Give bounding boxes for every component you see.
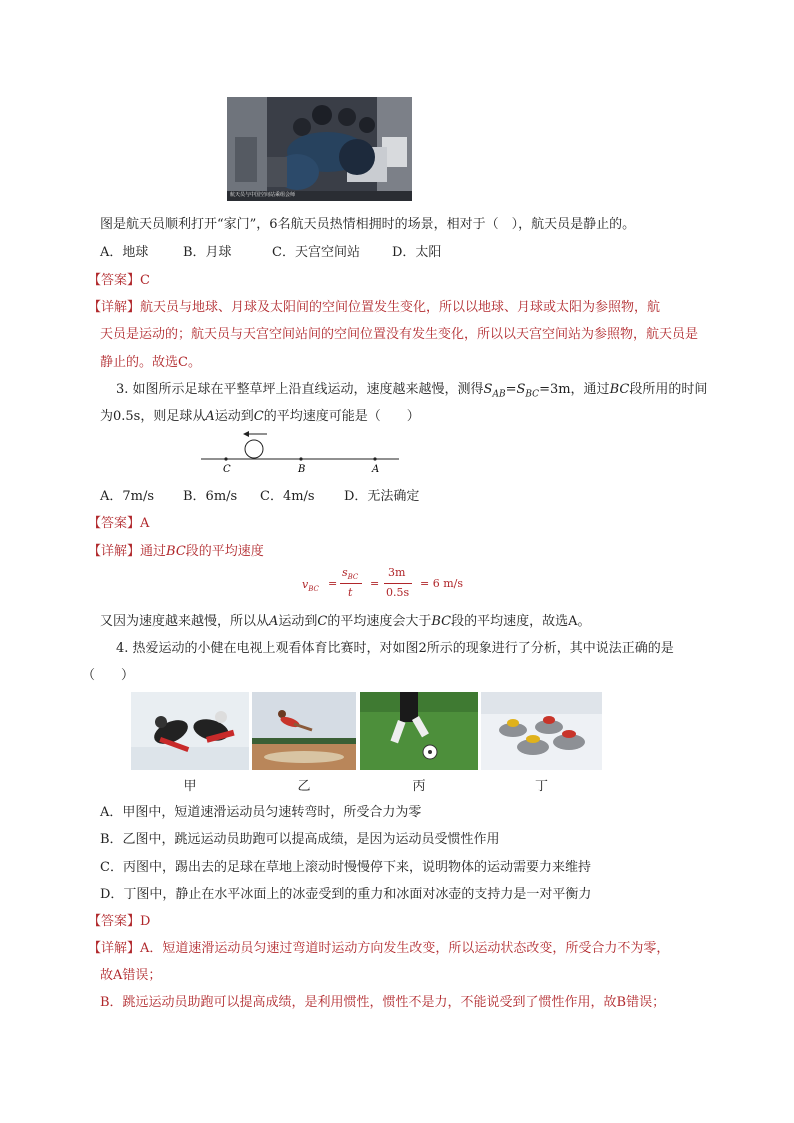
football-photo [360, 692, 478, 770]
formula-s: s [342, 566, 348, 579]
s-ab-symbol: S [483, 382, 493, 397]
q4-detail-line-2: 故A错误； [100, 968, 162, 983]
q2-detail-line-3: 静止的。故选C。 [100, 355, 201, 370]
detail-label: 【详解】 [88, 300, 141, 315]
q4-option-a: A．甲图中，短道速滑运动员匀速转弯时，所受合力为零 [100, 805, 422, 820]
detail-text: A．短道速滑运动员匀速过弯道时运动方向发生改变，所以运动状态改变，所受合力不为零， [140, 941, 670, 956]
speed-skating-photo [131, 692, 249, 770]
q4-option-d: D．丁图中，静止在水平冰面上的冰壶受到的重力和冰面对冰壶的支持力是一对平衡力 [100, 887, 592, 902]
point-b [299, 457, 302, 460]
label-b: B [298, 464, 306, 475]
answer-label: 【答案】 [88, 914, 141, 929]
answer-label: 【答案】 [88, 516, 141, 531]
formula-v-sub: BC [308, 585, 319, 594]
point-a-ref: A [205, 409, 215, 424]
s-bc-symbol: =S [505, 382, 526, 397]
formula-v: v [302, 578, 309, 591]
conclusion-text: 段的平均速度，故选A。 [451, 614, 591, 629]
caption-yi: 乙 [297, 779, 311, 794]
answer-value: A [140, 516, 150, 531]
caption-ding: 丁 [534, 779, 548, 794]
formula-s-sub: BC [347, 573, 359, 582]
motion-arrow-icon [243, 431, 267, 437]
label-c: C [223, 464, 231, 475]
point-a [373, 457, 376, 460]
football-diagram [195, 428, 405, 476]
formula-result: = 6 m/s [420, 577, 463, 590]
q3-stem-text: 3. 如图所示足球在平整草坪上沿直线运动，速度越来越慢，测得 [116, 382, 484, 397]
q3-answer [88, 512, 149, 531]
q3-option-b: B．6m/s [183, 489, 238, 504]
q3-stem-line-2 [100, 405, 420, 424]
point-a-ref: A [269, 614, 279, 629]
segment-bc: BC [609, 382, 630, 397]
q2-answer [88, 269, 150, 288]
q4-option-b: B．乙图中，跳远运动员助跑可以提高成绩，是因为运动员受惯性作用 [100, 832, 500, 847]
q3-option-c: C．4m/s [260, 489, 315, 504]
q3-stem-text: 的平均速度可能是（ ） [263, 409, 420, 424]
detail-label: 【详解】 [88, 544, 141, 559]
formula-eq: = [328, 577, 338, 590]
long-jump-photo [252, 692, 356, 770]
caption-bing: 丙 [412, 779, 426, 794]
q3-option-a: A．7m/s [100, 489, 155, 504]
q3-option-d: D．无法确定 [344, 489, 420, 504]
caption-jia: 甲 [183, 779, 197, 794]
segment-bc: BC [431, 614, 452, 629]
photo-caption: 航天员与中国空间站乘组会师 [230, 192, 296, 198]
q2-stem: 图是航天员顺利打开“家门”，6名航天员热情相拥时的场景，相对于（ ），航天员是静止的。 [100, 217, 636, 232]
q4-answer [88, 910, 150, 929]
formula-distance: 3m [388, 566, 406, 579]
astronauts-photo [227, 97, 412, 201]
s-bc-subscript: BC [525, 389, 540, 400]
conclusion-text: 运动到 [278, 614, 318, 629]
q4-stem-line-1: 4. 热爱运动的小健在电视上观看体育比赛时，对如图2所示的现象进行了分析，其中说法正确的是 [116, 641, 674, 656]
q3-stem-text: 段所用的时间 [629, 382, 708, 397]
q3-stem-text: =3m，通过 [539, 382, 610, 397]
point-c-ref: C [253, 409, 264, 424]
answer-label: 【答案】 [88, 273, 141, 288]
fraction-bar [340, 583, 362, 584]
curling-photo [481, 692, 602, 770]
detail-text: 通过 [140, 544, 167, 559]
detail-text: 段的平均速度 [185, 544, 264, 559]
s-ab-subscript: AB [492, 389, 506, 400]
conclusion-text: 又因为速度越来越慢，所以从 [100, 614, 270, 629]
q4-stem-line-2: （ ） [82, 668, 135, 683]
answer-value: C [140, 273, 150, 288]
q3-stem-text: 运动到 [214, 409, 254, 424]
formula-t: t [348, 586, 353, 599]
q3-stem-line-1 [116, 378, 707, 400]
conclusion-text: 的平均速度会大于 [327, 614, 432, 629]
q2-detail-line-2: 天员是运动的；航天员与天宫空间站间的空间位置没有发生变化，所以以天宫空间站为参照物，航天员是 [100, 327, 699, 342]
point-c [224, 457, 227, 460]
point-c-ref: C [317, 614, 328, 629]
q4-detail-line-3: B．跳远运动员助跑可以提高成绩，是利用惯性，惯性不是力，不能说受到了惯性作用，故B错误； [100, 995, 666, 1010]
q2-option-d: D．太阳 [392, 245, 442, 260]
q3-detail [88, 540, 264, 559]
fraction-bar [384, 583, 412, 584]
label-a: A [372, 464, 380, 475]
formula-eq: = [370, 577, 380, 590]
formula-time: 0.5s [386, 586, 410, 599]
velocity-formula [302, 564, 482, 604]
q2-option-a: A．地球 [100, 245, 149, 260]
detail-label: 【详解】 [88, 941, 141, 956]
q3-stem-text: 为0.5s，则足球从 [100, 409, 206, 424]
segment-bc: BC [166, 544, 186, 559]
detail-text: 航天员与地球、月球及太阳间的空间位置发生变化，所以以地球、月球或太阳为参照物，航 [140, 300, 661, 315]
q3-conclusion [100, 610, 591, 629]
q2-option-b: B．月球 [183, 245, 232, 260]
q4-option-c: C．丙图中，踢出去的足球在草地上滚动时慢慢停下来，说明物体的运动需要力来维持 [100, 860, 591, 875]
answer-value: D [140, 914, 151, 929]
q4-detail-line-1 [88, 937, 669, 956]
football-icon [245, 440, 263, 458]
q2-detail-line-1 [88, 296, 660, 315]
q2-option-c: C．天宫空间站 [272, 245, 360, 260]
